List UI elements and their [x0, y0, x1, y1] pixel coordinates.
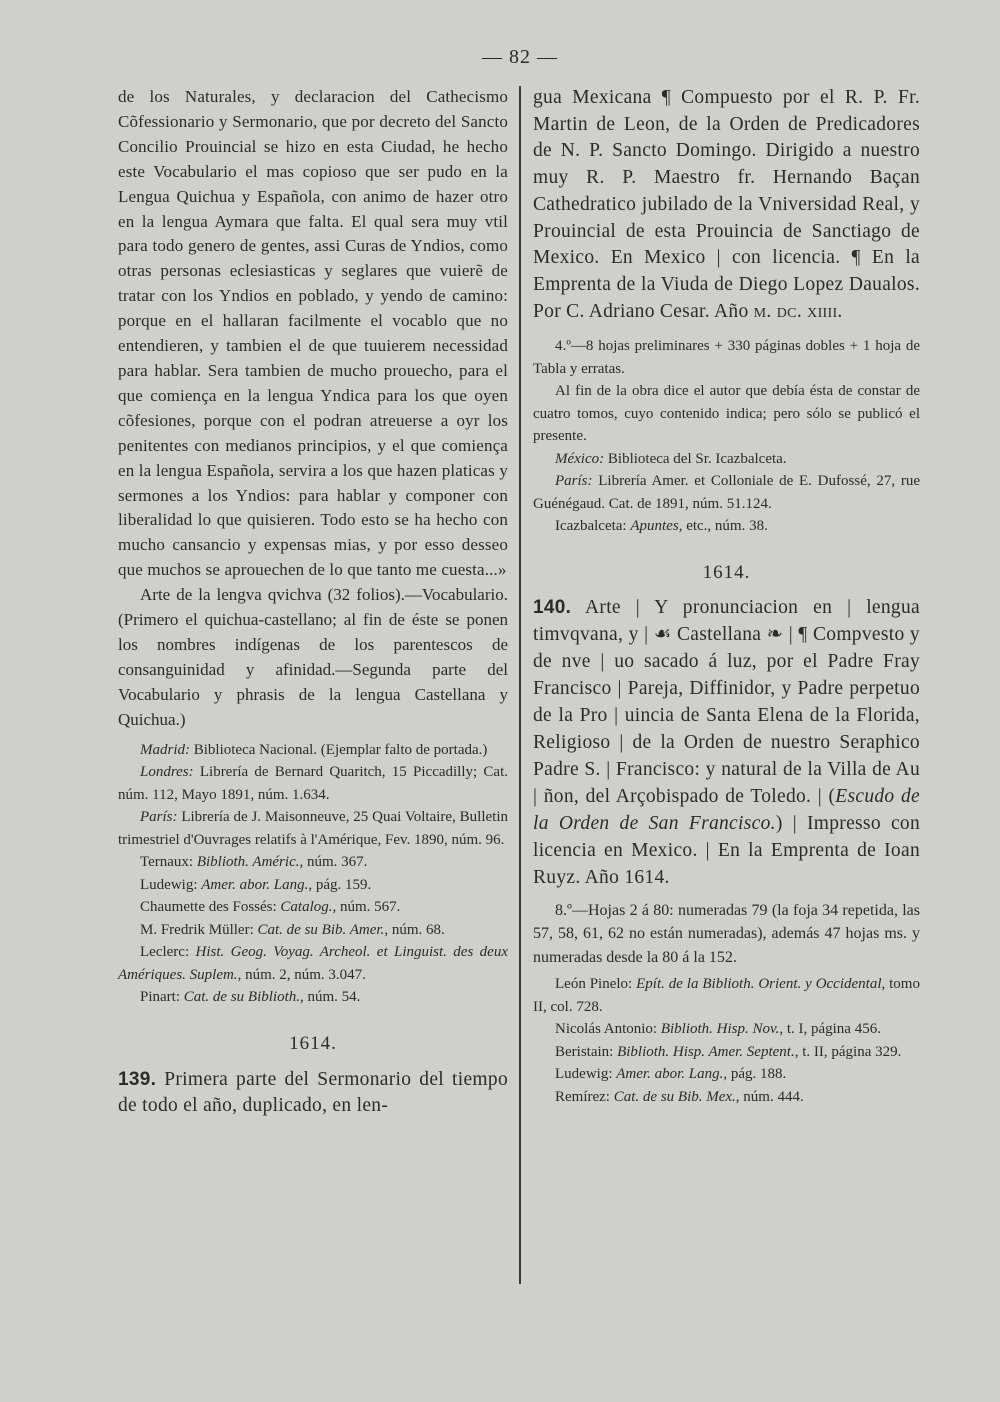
ref-ternaux: Ternaux: Biblioth. Améric., núm. 367.	[140, 854, 368, 871]
entry-139-title-continued: gua Mexicana ¶ Compuesto por el R. P. Fr. Martin de Leon, de la Orden de Predicadores de N. P. Sancto Domingo. Dirigido a nuestro muy R. P. Maestro fr. Hernando Baçan Cathedratico jubilado de la Vniversidad Real, y Prouincial de esta Prouincia de Sanctiago de Mexico. En Mexico | con licencia. ¶ En la Emprenta de la Viuda de Diego Lopez Daualos. Por C. Adriano Cesar. Año m. dc. xiiii.	[533, 87, 920, 322]
entry-139-notes	[533, 335, 920, 538]
ref-remirez: Remírez: Cat. de su Bib. Mex., núm. 444.	[555, 1088, 804, 1105]
ref-londres: Londres: Librería de Bernard Quaritch, 15 Piccadilly; Cat. núm. 112, Mayo 1891, núm. 1.634.	[118, 764, 508, 803]
physical-description: 4.º—8 hojas preliminares + 330 páginas dobles + 1 hoja de Tabla y erratas.	[533, 338, 920, 377]
ref-pinart: Pinart: Cat. de su Biblioth., núm. 54.	[140, 989, 361, 1006]
ref-leclerc: Leclerc: Hist. Geog. Voyag. Archeol. et Linguist. des deux Amériques. Suplem., núm. 2, núm. 3.047.	[118, 944, 508, 983]
ref-ludewig: Ludewig: Amer. abor. Lang., pág. 159.	[140, 876, 372, 893]
ref-paris: París: Librería de J. Maisonneuve, 25 Quai Voltaire, Bulletin trimestriel d'Ouvrages relatifs à l'Amérique, Fev. 1890, núm. 96.	[118, 809, 508, 848]
ref-nicolas: Nicolás Antonio: Biblioth. Hisp. Nov., t. I, página 456.	[555, 1021, 881, 1038]
right-column	[533, 85, 920, 1108]
physical-description-140: 8.º—Hojas 2 á 80: numeradas 79 (la foja 34 repetida, las 57, 58, 61, 62 no están numeradas), además 47 hojas ms. y numeradas desde la 80 á la 152.	[533, 901, 920, 966]
ref-mexico: México: Biblioteca del Sr. Icazbalceta.	[555, 450, 787, 467]
page-number: — 82 —	[482, 46, 558, 68]
ref-madrid: Madrid: Biblioteca Nacional. (Ejemplar falto de portada.)	[140, 741, 488, 758]
author-note: Al fin de la obra dice el autor que debía ésta de constar de cuatro tomos, cuyo contenido indica; pero sólo se publicó el presente.	[533, 383, 920, 445]
entry-number: 140.	[533, 596, 572, 618]
year-heading-right: 1614.	[702, 561, 751, 583]
left-column	[118, 85, 508, 1119]
ref-beristain: Beristain: Biblioth. Hisp. Amer. Septent., t. II, página 329.	[555, 1043, 902, 1060]
description-paragraph: Arte de la lengva qvichva (32 folios).—Vocabulario. (Primero el quichua-castellano; al fin de éste se ponen los nombres indígenas de los parentescos de consanguinidad y afinidad.—Segunda parte del Vocabulario y phrasis de la lengua Castellana y Quichua.)	[118, 585, 508, 729]
ref-muller: M. Fredrik Müller: Cat. de su Bib. Amer., núm. 68.	[140, 921, 445, 938]
quote-paragraph: de los Naturales, y declaracion del Cathecismo Cõfessionario y Sermonario, que por decreto del Sancto Concilio Prouincial se hizo en esta Ciudad, he hecho este Vocabulario el mas copioso que ser pudo en la Lengua Quichua y Española, con animo de hazer otro en la lengua Aymara que falta. El qual sera muy vtil para todo genero de gentes, assi Curas de Yndios, como otras personas eclesiasticas y seglares que vuierẽ de tratar con los Yndios en poblado, y yendo de camino: porque en el hallaran facilmente el vocablo que no entendieren, y tambien el de que tuuierem necessidad para hablar. Sera tambien de mucho prouecho, para el que comiença en la lengua Yndica para los que oyen cõfesiones, porque con el podran atreuerse a oyr los penitentes con medianos principios, y el que comiença en la lengua Española, servira a los que hazen platicas y sermones a los Yndios: para hablar y componer con liberalidad lo que quisieren. Todo esto se ha hecho con mucho cansancio y expensas mias, y por esso desseo que muchos se aprouechen de lo que tanto me cuesta...»	[118, 87, 508, 580]
ref-ludewig-right: Ludewig: Amer. abor. Lang., pág. 188.	[555, 1066, 787, 1083]
entry-140: 140. Arte | Y pronunciacion en | lengua timvqvana, y | ☙ Castellana ❧ | ¶ Compvesto y de nve | uo sacado á luz, por el Padre Fray Francisco | Pareja, Diffinidor, y Padre perpetuo de la Pro | uincia de Santa Elena de la Florida, Religioso | de la Orden de nuestro Seraphico Padre S. | Francisco: y natural de la Villa de Au | ñon, del Arçobispado de Toledo. | (Escudo de la Orden de San Francisco.) | Impresso con licencia en Mexico. | En la Emprenta de Ioan Ruyz. Año 1614.	[533, 596, 921, 888]
ref-chaumette: Chaumette des Fossés: Catalog., núm. 567.	[140, 899, 401, 916]
entry-140-notes	[533, 899, 920, 1109]
entry-title: Primera parte del Sermonario del tiempo de todo el año, duplicado, en len-	[118, 1068, 508, 1116]
ref-pinelo: León Pinelo: Epít. de la Biblioth. Orient. y Occidental, tomo II, col. 728.	[533, 976, 920, 1015]
year-heading: 1614.	[289, 1032, 337, 1054]
ref-icazbalceta: Icazbalceta: Apuntes, etc., núm. 38.	[555, 518, 768, 535]
entry-139	[118, 1067, 508, 1119]
ref-paris-right: París: Librería Amer. et Colloniale de E. Dufossé, 27, rue Guénégaud. Cat. de 1891, núm. 51.124.	[533, 473, 920, 512]
entry-number: 139.	[118, 1068, 157, 1090]
references-list	[118, 739, 508, 1009]
column-divider	[519, 86, 521, 1284]
